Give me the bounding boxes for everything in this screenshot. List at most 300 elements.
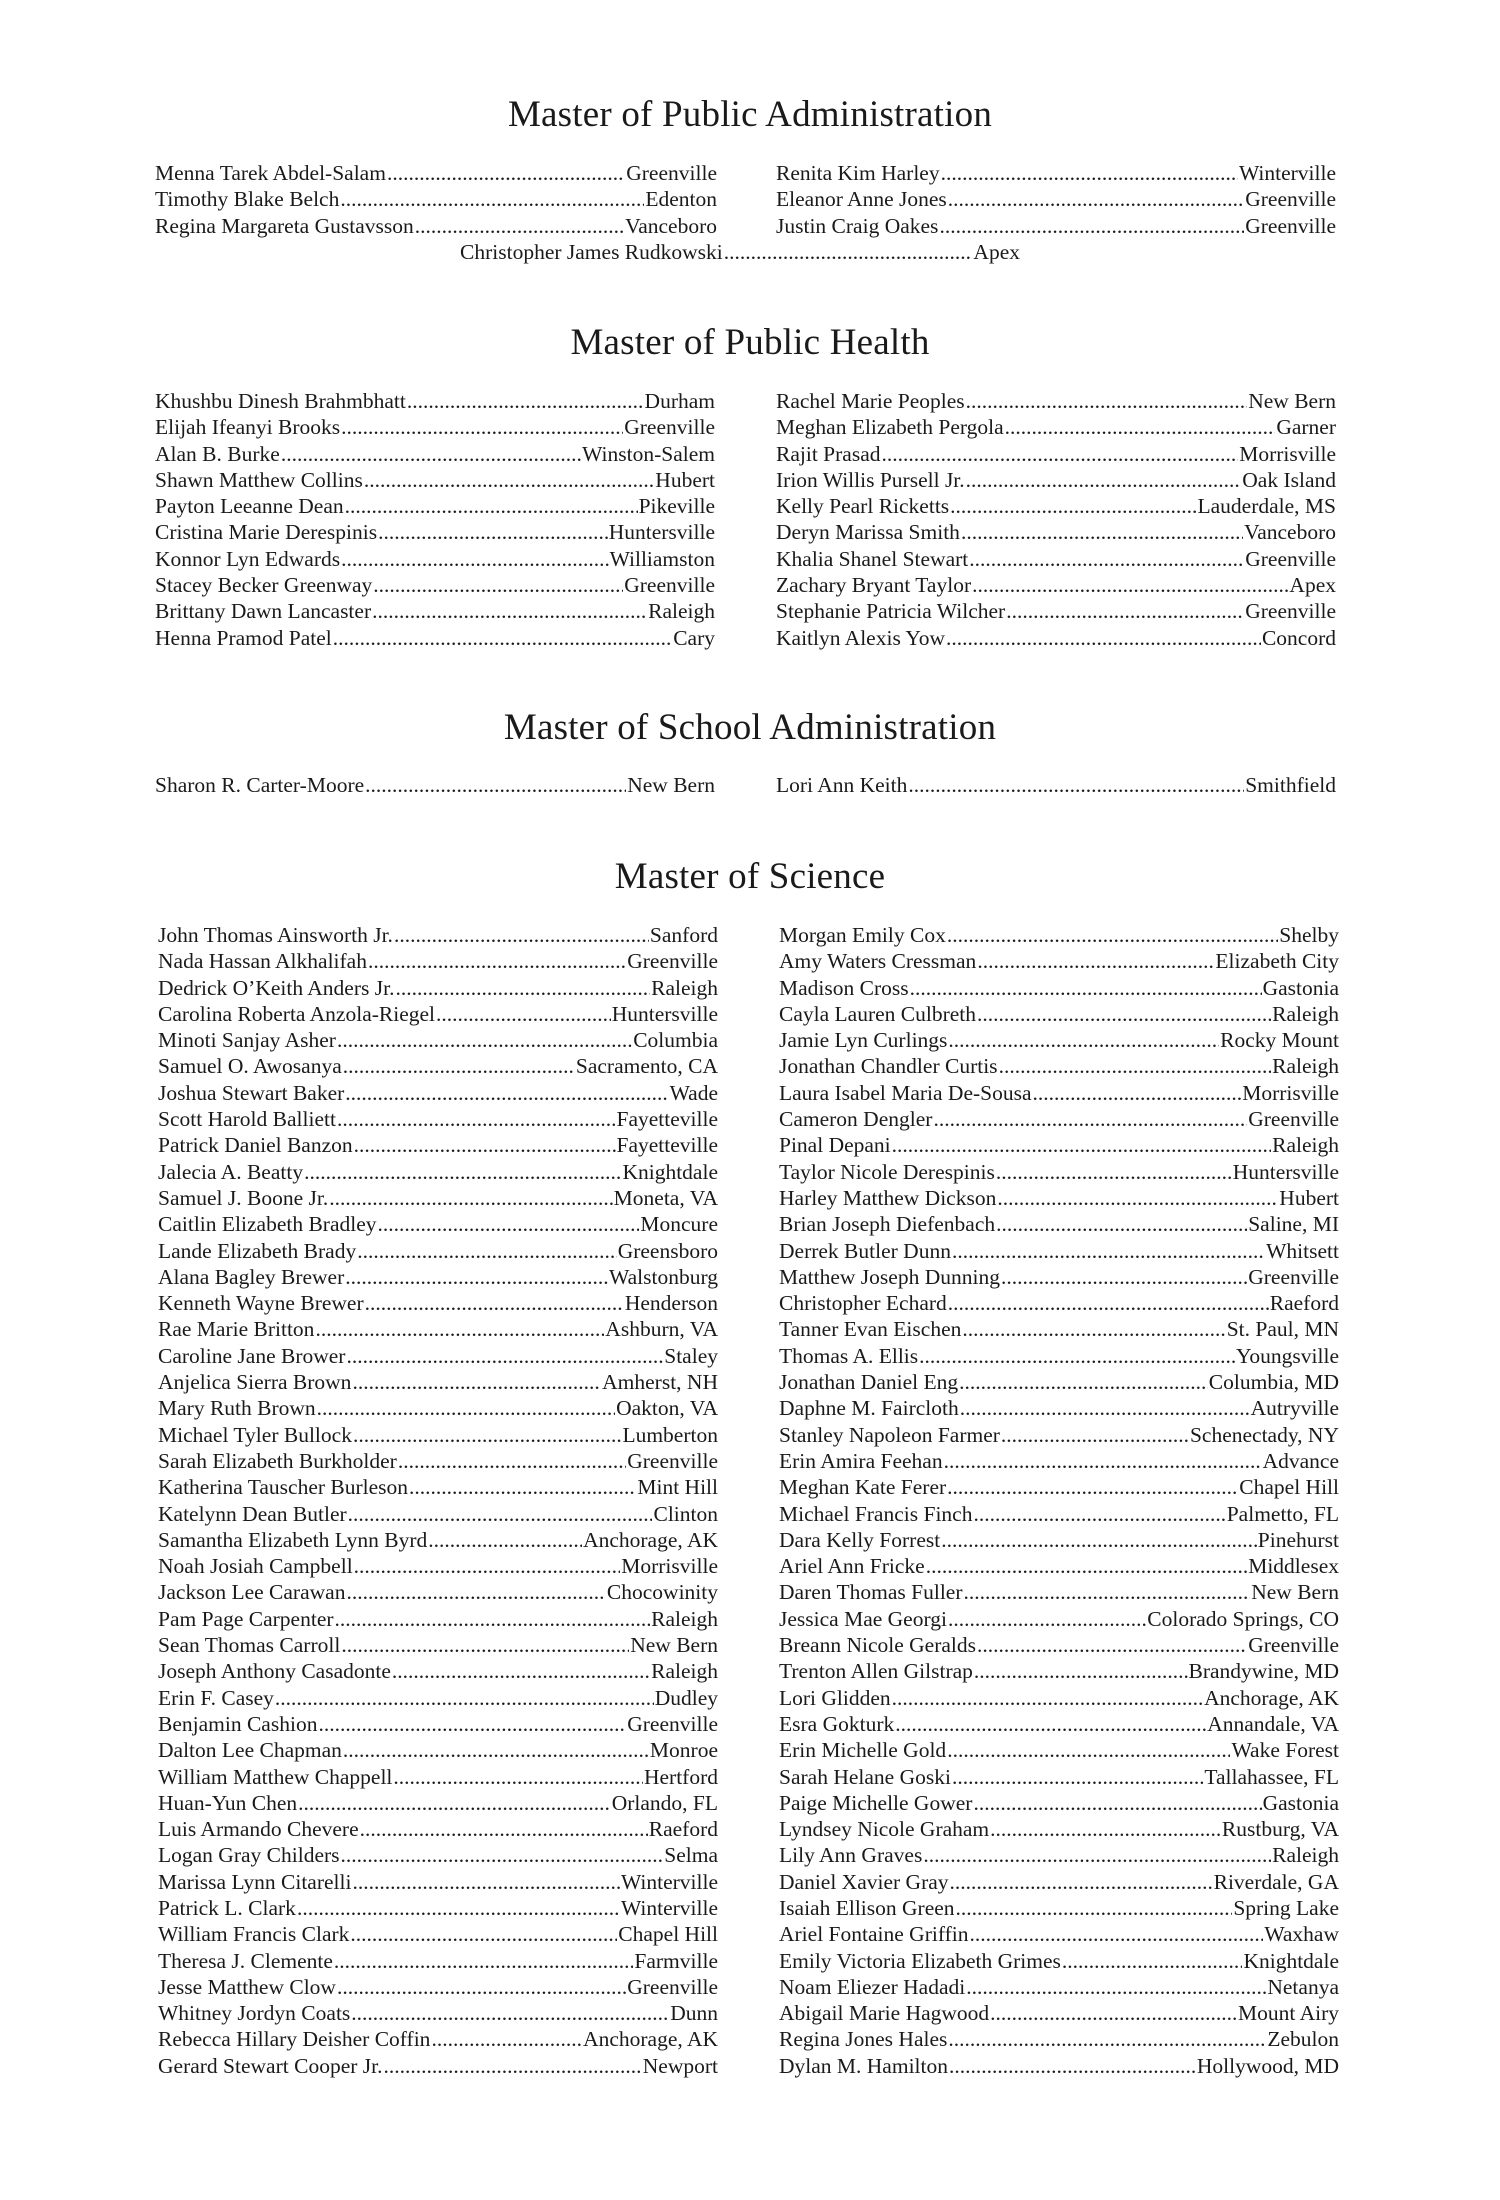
graduate-name: Cristina Marie Derespinis <box>155 520 378 545</box>
graduate-location: Mount Airy <box>1238 2001 1339 2026</box>
graduate-name: Kelly Pearl Ricketts <box>776 494 950 519</box>
graduate-location: Schenectady, NY <box>1189 1422 1339 1447</box>
graduate-entry <box>779 1501 1339 1527</box>
graduate-location: Huntersville <box>611 1001 718 1026</box>
graduate-location: Hollywood, MD <box>1196 2053 1339 2078</box>
leader-dots <box>337 1027 632 1053</box>
graduate-entry <box>776 467 1336 493</box>
graduate-name: Michael Tyler Bullock <box>158 1422 352 1447</box>
graduate-entry <box>779 1553 1339 1579</box>
graduate-name: Michael Francis Finch <box>779 1501 973 1526</box>
section-heading: Master of Public Administration <box>507 94 993 135</box>
graduate-entry <box>776 441 1336 467</box>
leader-dots <box>997 1185 1278 1211</box>
leader-dots <box>409 1474 636 1500</box>
leader-dots <box>365 772 626 798</box>
graduate-entry <box>158 922 718 948</box>
leader-dots <box>368 948 626 974</box>
graduate-location: Vanceboro <box>1244 520 1336 545</box>
leader-dots <box>941 1527 1257 1553</box>
leader-dots <box>341 546 608 572</box>
graduate-name: Timothy Blake Belch <box>155 187 340 212</box>
leader-dots <box>318 1711 626 1737</box>
graduate-location: Raeford <box>1269 1291 1339 1316</box>
graduate-location: Chocowinity <box>606 1580 718 1605</box>
graduate-location: Raleigh <box>1272 1843 1339 1868</box>
graduate-name: Christopher James Rudkowski <box>460 240 723 264</box>
leader-dots <box>948 1290 1269 1316</box>
graduate-entry <box>158 1737 718 1763</box>
leader-dots <box>966 1974 1266 2000</box>
graduate-location: Riverdale, GA <box>1213 1869 1339 1894</box>
graduate-name: Daniel Xavier Gray <box>779 1869 949 1894</box>
graduate-name: Kaitlyn Alexis Yow <box>776 625 946 650</box>
leader-dots <box>341 414 623 440</box>
graduate-location: Wake Forest <box>1231 1738 1339 1763</box>
graduate-location: Zebulon <box>1267 2027 1339 2052</box>
graduate-location: Greensboro <box>617 1238 718 1263</box>
graduate-name: Gerard Stewart Cooper Jr. <box>158 2053 383 2078</box>
graduate-entry <box>779 1632 1339 1658</box>
graduate-location: Apex <box>1289 573 1336 598</box>
graduate-location: Raleigh <box>1272 1054 1339 1079</box>
graduate-location: Netanya <box>1267 1974 1339 1999</box>
leader-dots <box>428 1527 582 1553</box>
graduate-location: Morrisville <box>1242 1080 1339 1105</box>
graduate-location: Cary <box>673 625 715 650</box>
leader-dots <box>415 213 624 239</box>
graduate-name: Irion Willis Pursell Jr. <box>776 467 965 492</box>
leader-dots <box>990 1816 1221 1842</box>
graduate-name: Caitlin Elizabeth Bradley <box>158 1212 377 1237</box>
leader-dots <box>364 467 654 493</box>
leader-dots <box>952 1238 1265 1264</box>
graduate-location: Winston-Salem <box>582 441 715 466</box>
graduate-name: Henna Pramod Patel <box>155 625 332 650</box>
graduate-location: Rustburg, VA <box>1221 1817 1339 1842</box>
leader-dots <box>908 772 1244 798</box>
leader-dots <box>948 186 1244 212</box>
leader-dots <box>959 1369 1208 1395</box>
leader-dots <box>1062 1948 1243 1974</box>
graduate-entry <box>779 1132 1339 1158</box>
graduate-location: Ashburn, VA <box>605 1317 718 1342</box>
graduate-entry <box>779 1895 1339 1921</box>
section-heading: Master of Science <box>614 856 886 897</box>
graduate-location: Wade <box>669 1080 718 1105</box>
graduate-location: Morrisville <box>1239 441 1336 466</box>
graduate-location: Raleigh <box>1272 1133 1339 1158</box>
leader-dots <box>365 1290 624 1316</box>
center-entry <box>460 239 1020 265</box>
graduate-entry <box>779 1527 1339 1553</box>
leader-dots <box>341 1632 629 1658</box>
graduate-entry <box>779 1816 1339 1842</box>
graduate-location: New Bern <box>630 1633 718 1658</box>
graduate-name: Regina Margareta Gustavsson <box>155 213 414 238</box>
graduate-entry <box>155 388 715 414</box>
graduate-entry <box>779 1790 1339 1816</box>
graduate-location: Knightdale <box>622 1159 718 1184</box>
graduate-location: Morrisville <box>621 1554 718 1579</box>
graduate-entry <box>779 1869 1339 1895</box>
graduate-location: Lumberton <box>622 1422 718 1447</box>
graduate-location: Gastonia <box>1262 975 1339 1000</box>
graduate-entry <box>779 1474 1339 1500</box>
graduate-name: Jessica Mae Georgi <box>779 1606 947 1631</box>
leader-dots <box>337 1106 616 1132</box>
graduate-location: Hertford <box>643 1764 718 1789</box>
graduate-name: Justin Craig Oakes <box>776 213 939 238</box>
graduate-name: Meghan Elizabeth Pergola <box>776 415 1004 440</box>
graduate-name: Benjamin Cashion <box>158 1711 318 1736</box>
leader-dots <box>378 1211 640 1237</box>
leader-dots <box>436 1001 611 1027</box>
graduate-entry <box>155 160 717 186</box>
graduate-entry <box>779 1238 1339 1264</box>
leader-dots <box>352 1369 601 1395</box>
graduate-entry <box>779 922 1339 948</box>
leader-dots <box>343 1737 649 1763</box>
graduate-name: Menna Tarek Abdel-Salam <box>155 161 386 185</box>
graduate-entry <box>155 493 715 519</box>
graduate-location: Anchorage, AK <box>1204 1685 1339 1710</box>
graduate-location: Raleigh <box>1272 1001 1339 1026</box>
graduate-entry <box>779 1053 1339 1079</box>
leader-dots <box>969 1921 1263 1947</box>
graduate-location: Youngsville <box>1236 1343 1339 1368</box>
graduate-location: Walstonburg <box>609 1264 718 1289</box>
graduate-name: Sharon R. Carter-Moore <box>155 773 365 797</box>
graduate-location: Pinehurst <box>1257 1527 1339 1552</box>
graduate-location: Greenville <box>1245 187 1336 212</box>
leader-dots <box>348 1501 653 1527</box>
graduate-name: Esra Gokturk <box>779 1711 895 1736</box>
graduate-location: St. Paul, MN <box>1226 1317 1339 1342</box>
graduate-name: Minoti Sanjay Asher <box>158 1028 336 1053</box>
leader-dots <box>1033 1080 1242 1106</box>
graduate-entry <box>158 1159 718 1185</box>
graduate-location: Apex <box>973 240 1020 264</box>
graduate-name: Lori Ann Keith <box>776 773 908 797</box>
leader-dots <box>946 625 1261 651</box>
leader-dots <box>950 493 1196 519</box>
graduate-entry <box>158 1790 718 1816</box>
leader-dots <box>949 2053 1196 2079</box>
graduate-name: Jamie Lyn Curlings <box>779 1028 948 1053</box>
leader-dots <box>281 441 581 467</box>
graduate-name: Khalia Shanel Stewart <box>776 546 969 571</box>
graduate-entry <box>158 1395 718 1421</box>
graduate-location: Greenville <box>626 161 717 185</box>
graduate-name: Dalton Lee Chapman <box>158 1738 342 1763</box>
leader-dots <box>346 1343 663 1369</box>
graduate-name: Lily Ann Graves <box>779 1843 923 1868</box>
graduate-location: Vanceboro <box>625 213 717 238</box>
leader-dots <box>395 975 650 1001</box>
graduate-name: Katelynn Dean Butler <box>158 1501 347 1526</box>
graduate-location: Raleigh <box>648 599 715 624</box>
graduate-location: Greenville <box>1245 546 1336 571</box>
leader-dots <box>996 1159 1232 1185</box>
graduate-name: Derrek Butler Dunn <box>779 1238 951 1263</box>
graduate-location: Fayetteville <box>616 1133 718 1158</box>
graduate-name: John Thomas Ainsworth Jr. <box>158 923 393 947</box>
graduate-name: Harley Matthew Dickson <box>779 1185 997 1210</box>
graduate-location: Huntersville <box>1232 1159 1339 1184</box>
graduate-location: Williamston <box>609 546 715 571</box>
graduate-name: Samuel J. Boone Jr. <box>158 1185 329 1210</box>
leader-dots <box>343 1053 575 1079</box>
leader-dots <box>334 1948 633 1974</box>
graduate-location: Chapel Hill <box>1239 1475 1339 1500</box>
graduate-entry <box>155 414 715 440</box>
graduate-entry <box>155 519 715 545</box>
graduate-location: Tallahassee, FL <box>1204 1764 1339 1789</box>
graduate-entry <box>158 1053 718 1079</box>
leader-dots <box>372 598 647 624</box>
left-column <box>155 388 715 651</box>
graduate-entry <box>779 1842 1339 1868</box>
graduate-location: Moneta, VA <box>613 1185 718 1210</box>
leader-dots <box>977 1001 1271 1027</box>
graduate-name: Dedrick O’Keith Anders Jr. <box>158 975 395 1000</box>
graduate-location: Dudley <box>654 1685 718 1710</box>
graduate-entry <box>779 1422 1339 1448</box>
leader-dots <box>337 1974 626 2000</box>
graduate-name: Samuel O. Awosanya <box>158 1054 342 1079</box>
graduate-location: Raleigh <box>651 975 718 1000</box>
leader-dots <box>394 922 649 948</box>
graduate-location: Mint Hill <box>637 1475 718 1500</box>
graduate-entry <box>779 2053 1339 2079</box>
graduate-name: Dylan M. Hamilton <box>779 2053 948 2078</box>
leader-dots <box>972 572 1288 598</box>
graduate-name: Christopher Echard <box>779 1291 947 1316</box>
graduate-name: Scott Harold Balliett <box>158 1107 336 1132</box>
graduate-location: New Bern <box>1251 1580 1339 1605</box>
graduate-location: Annandale, VA <box>1207 1711 1339 1736</box>
graduate-entry <box>158 1369 718 1395</box>
leader-dots <box>724 239 973 265</box>
graduate-name: Konnor Lyn Edwards <box>155 546 341 571</box>
leader-dots <box>973 1790 1261 1816</box>
graduate-name: Noah Josiah Campbell <box>158 1554 353 1579</box>
leader-dots <box>973 1501 1225 1527</box>
leader-dots <box>378 519 608 545</box>
graduate-name: Morgan Emily Cox <box>779 923 946 947</box>
graduate-name: Isaiah Ellison Green <box>779 1895 955 1920</box>
graduate-name: Mary Ruth Brown <box>158 1396 316 1421</box>
graduate-entry <box>779 1764 1339 1790</box>
graduate-location: Greenville <box>627 1448 718 1473</box>
graduate-name: Samantha Elizabeth Lynn Byrd <box>158 1527 428 1552</box>
graduate-entry <box>158 948 718 974</box>
graduate-location: Middlesex <box>1248 1554 1339 1579</box>
graduate-entry <box>158 1474 718 1500</box>
leader-dots <box>340 186 644 212</box>
graduate-entry <box>779 1737 1339 1763</box>
graduate-entry <box>158 1974 718 2000</box>
graduate-entry <box>158 1869 718 1895</box>
leader-dots <box>923 1842 1271 1868</box>
graduate-name: Erin Michelle Gold <box>779 1738 947 1763</box>
graduate-entry <box>158 1764 718 1790</box>
graduate-location: Brandywine, MD <box>1188 1659 1339 1684</box>
graduate-name: Carolina Roberta Anzola-Riegel <box>158 1001 436 1026</box>
graduate-entry <box>158 1501 718 1527</box>
graduate-name: Joseph Anthony Casadonte <box>158 1659 391 1684</box>
graduate-entry <box>779 1606 1339 1632</box>
leader-dots <box>346 1579 605 1605</box>
graduate-name: Cayla Lauren Culbreth <box>779 1001 977 1026</box>
graduate-name: Shawn Matthew Collins <box>155 467 363 492</box>
leader-dots <box>297 1895 620 1921</box>
graduate-name: Rachel Marie Peoples <box>776 389 965 413</box>
leader-dots <box>956 1895 1233 1921</box>
graduate-name: Joshua Stewart Baker <box>158 1080 345 1105</box>
graduate-location: Henderson <box>624 1291 718 1316</box>
graduate-location: Durham <box>644 389 715 413</box>
graduate-location: Garner <box>1276 415 1336 440</box>
graduate-name: Renita Kim Harley <box>776 161 940 185</box>
graduate-name: Zachary Bryant Taylor <box>776 573 972 598</box>
graduate-name: Noam Eliezer Hadadi <box>779 1974 966 1999</box>
graduate-name: Lori Glidden <box>779 1685 891 1710</box>
graduate-location: Raleigh <box>651 1659 718 1684</box>
graduate-entry <box>779 948 1339 974</box>
section-heading: Master of Public Health <box>570 322 930 363</box>
graduate-name: Nada Hassan Alkhalifah <box>158 949 367 974</box>
leader-dots <box>1001 1422 1189 1448</box>
graduate-name: Amy Waters Cressman <box>779 949 977 974</box>
leader-dots <box>964 1579 1251 1605</box>
leader-dots <box>393 1764 643 1790</box>
leader-dots <box>354 1553 621 1579</box>
graduate-name: Jonathan Daniel Eng <box>779 1370 959 1395</box>
right-column <box>779 922 1339 2079</box>
graduate-name: Whitney Jordyn Coats <box>158 2001 351 2026</box>
leader-dots <box>919 1343 1235 1369</box>
graduate-name: Huan-Yun Chen <box>158 1790 298 1815</box>
graduate-entry <box>779 1395 1339 1421</box>
graduate-location: Amherst, NH <box>602 1370 718 1395</box>
graduate-entry <box>779 1001 1339 1027</box>
graduate-entry <box>779 1711 1339 1737</box>
leader-dots <box>304 1159 621 1185</box>
graduate-name: Breann Nicole Geralds <box>779 1633 977 1658</box>
graduate-name: Logan Gray Childers <box>158 1843 340 1868</box>
leader-dots <box>950 1869 1213 1895</box>
graduate-name: Ariel Ann Fricke <box>779 1554 925 1579</box>
graduate-location: Anchorage, AK <box>583 1527 718 1552</box>
graduate-entry <box>776 546 1336 572</box>
graduate-location: Raleigh <box>651 1606 718 1631</box>
graduate-name: Jonathan Chandler Curtis <box>779 1054 998 1079</box>
graduate-location: Gastonia <box>1262 1790 1339 1815</box>
graduate-name: Khushbu Dinesh Brahmbhatt <box>155 389 406 413</box>
leader-dots <box>996 1211 1247 1237</box>
graduate-name: Dara Kelly Forrest <box>779 1527 941 1552</box>
graduate-location: Smithfield <box>1245 773 1336 797</box>
leader-dots <box>947 1737 1230 1763</box>
graduate-location: Greenville <box>1248 1633 1339 1658</box>
graduate-entry <box>779 1290 1339 1316</box>
graduate-location: Sacramento, CA <box>575 1054 718 1079</box>
graduate-location: Elizabeth City <box>1215 949 1339 974</box>
graduate-entry <box>158 1816 718 1842</box>
graduate-name: Alan B. Burke <box>155 441 280 466</box>
leader-dots <box>960 1395 1250 1421</box>
graduate-entry <box>158 1658 718 1684</box>
graduate-entry <box>158 975 718 1001</box>
leader-dots <box>384 2053 642 2079</box>
graduate-entry <box>776 519 1336 545</box>
graduate-entry <box>779 1579 1339 1605</box>
leader-dots <box>999 1053 1272 1079</box>
graduate-name: Payton Leeanne Dean <box>155 494 344 519</box>
graduate-location: Orlando, FL <box>611 1790 718 1815</box>
graduate-name: Daren Thomas Fuller <box>779 1580 963 1605</box>
leader-dots <box>926 1553 1248 1579</box>
graduate-entry <box>158 1211 718 1237</box>
graduate-entry <box>158 1132 718 1158</box>
leader-dots <box>1001 1264 1247 1290</box>
leader-dots <box>882 441 1239 467</box>
graduate-entry <box>158 1080 718 1106</box>
graduate-entry <box>779 1921 1339 1947</box>
graduate-name: Laura Isabel Maria De-Sousa <box>779 1080 1032 1105</box>
graduate-entry <box>158 1579 718 1605</box>
graduate-name: Stacey Becker Greenway <box>155 573 373 598</box>
graduate-entry <box>158 1711 718 1737</box>
leader-dots <box>317 1395 615 1421</box>
leader-dots <box>974 1658 1188 1684</box>
graduate-name: Erin Amira Feehan <box>779 1448 943 1473</box>
graduate-location: Greenville <box>627 1711 718 1736</box>
leader-dots <box>335 1606 651 1632</box>
graduate-location: Chapel Hill <box>618 1922 718 1947</box>
leader-dots <box>948 1027 1219 1053</box>
graduate-entry <box>155 572 715 598</box>
graduate-location: Rocky Mount <box>1220 1028 1339 1053</box>
graduate-entry <box>779 1448 1339 1474</box>
graduate-entry <box>158 1685 718 1711</box>
leader-dots <box>352 1869 619 1895</box>
graduate-entry <box>779 1974 1339 2000</box>
leader-dots <box>298 1790 611 1816</box>
graduate-entry <box>158 1553 718 1579</box>
graduate-entry <box>779 1106 1339 1132</box>
leader-dots <box>948 1606 1146 1632</box>
graduate-location: Knightdale <box>1243 1948 1339 1973</box>
leader-dots <box>354 1132 616 1158</box>
graduate-entry <box>779 1369 1339 1395</box>
graduate-entry <box>776 414 1336 440</box>
graduate-location: Sanford <box>649 923 718 947</box>
leader-dots <box>351 2000 669 2026</box>
graduate-location: Raeford <box>648 1817 718 1842</box>
graduate-name: Ariel Fontaine Griffin <box>779 1922 969 1947</box>
graduate-entry <box>779 1185 1339 1211</box>
graduate-entry <box>779 1948 1339 1974</box>
graduate-location: Winterville <box>1238 161 1336 185</box>
leader-dots <box>966 388 1248 414</box>
leader-dots <box>373 572 623 598</box>
graduate-name: Katherina Tauscher Burleson <box>158 1475 409 1500</box>
leader-dots <box>350 1921 617 1947</box>
graduate-entry <box>776 572 1336 598</box>
